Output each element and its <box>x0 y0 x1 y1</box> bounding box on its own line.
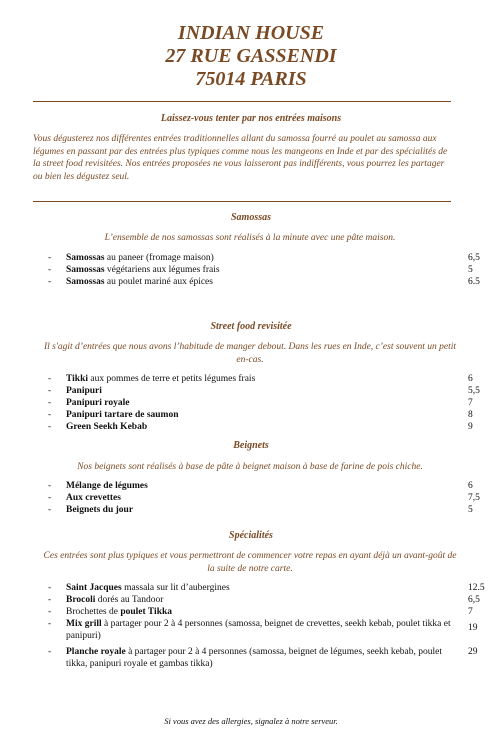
menu-item: - Brochettes de poulet Tikka 7 <box>48 607 473 617</box>
menu-item: - Beignets du jour 5 <box>48 505 473 515</box>
menu-item: - Aux crevettes 7,5 <box>48 493 480 503</box>
restaurant-city: 75014 PARIS <box>195 68 307 90</box>
section-title-street-food: Street food revisitée <box>210 321 292 332</box>
allergy-note: Si vous avez des allergies, signalez à notre serveur. <box>164 716 338 726</box>
menu-list-street-food <box>0 373 502 433</box>
menu-item: - Panipuri tartare de saumon 8 <box>48 410 473 420</box>
menu-item-price: 6,5 <box>468 253 480 263</box>
menu-item: - Panipuri royale 7 <box>48 398 473 408</box>
menu-list-specialites <box>0 582 502 670</box>
divider-line <box>33 201 451 202</box>
menu-item-price: 5,5 <box>468 386 480 396</box>
menu-item: - Samossas au paneer (fromage maison) 6,5 <box>48 253 480 263</box>
menu-item-price: 19 <box>468 623 478 633</box>
intro-title: Laissez-vous tenter par nos entrées maisons <box>160 113 342 124</box>
restaurant-header <box>0 22 502 91</box>
menu-item-price: 5 <box>468 505 473 515</box>
menu-item: - Tikki aux pommes de terre et petits légumes frais 6 <box>48 374 473 384</box>
menu-item-price: 7,5 <box>468 493 480 503</box>
divider-line <box>33 101 451 102</box>
menu-item-price: 7 <box>468 607 473 617</box>
menu-item: - Panipuri 5,5 <box>48 386 480 396</box>
restaurant-street: 27 RUE GASSENDI <box>165 45 337 67</box>
section-description-specialites: Ces entrées sont plus typiques et vous permettront de commencer votre repas en ayant déjà un avant-goût de la suite de notre carte. <box>43 551 457 574</box>
section-description-street-food: Il s'agit d’entrées que nous avons l’habitude de manger debout. Dans les rues en Inde, c’est souvent un petit en-cas. <box>43 342 457 365</box>
menu-item-price: 7 <box>468 398 473 408</box>
section-title-specialites: Spécialités <box>229 530 273 541</box>
menu-item: - Samossas végétariens aux légumes frais 5 <box>48 265 473 275</box>
section-title-beignets: Beignets <box>233 440 269 451</box>
menu-item-price: 6,5 <box>468 595 480 605</box>
menu-item-price: 6.5 <box>468 277 480 287</box>
menu-item-price: 9 <box>468 422 473 432</box>
menu-item: - Planche royale à partager pour 2 à 4 personnes (samossa, beignet de légumes, seekh kebab, poulet tikka, panipuri royale et gambas tikka) 29 <box>48 647 478 669</box>
menu-item: - Mélange de légumes 6 <box>48 481 473 491</box>
menu-item-price: 6 <box>468 481 473 491</box>
menu-item-price: 6 <box>468 374 473 384</box>
menu-item: - Mix grill à partager pour 2 à 4 personnes (samossa, beignet de crevettes, seekh kebab, poulet tikka et panipuri) 19 <box>48 619 478 641</box>
menu-item-price: 8 <box>468 410 473 420</box>
section-title-samossas: Samossas <box>230 212 271 223</box>
menu-item: - Green Seekh Kebab 9 <box>48 422 473 432</box>
menu-item: - Samossas au poulet mariné aux épices 6.5 <box>48 277 480 287</box>
intro-text: Vous dégusterez nos différentes entrées traditionnelles allant du samossa fourré au poulet au samossa aux légumes en passant par des entrées plus typiques comme nous les mangeons en Inde et par des spécialités de la street food revisitées. Nos entrées proposées ne vous laisseront pas indifférents, vous pourrez les partager ou bien les dégustez seul. <box>33 134 448 182</box>
menu-list-beignets <box>0 480 502 516</box>
menu-item: - Saint Jacques massala sur lit d’aubergines 12.5 <box>48 583 485 593</box>
menu-list-samossas <box>0 252 502 288</box>
menu-item: - Brocoli dorés au Tandoor 6,5 <box>48 595 480 605</box>
section-description-samossas: L’ensemble de nos samossas sont réalisés à la minute avec une pâte maison. <box>104 233 396 243</box>
menu-item-price: 5 <box>468 265 473 275</box>
menu-item-price: 12.5 <box>468 583 485 593</box>
section-description-beignets: Nos beignets sont réalisés à base de pâte à beignet maison à base de farine de pois chiche. <box>77 462 423 472</box>
restaurant-name: INDIAN HOUSE <box>177 22 325 44</box>
menu-item-price: 29 <box>468 647 478 657</box>
